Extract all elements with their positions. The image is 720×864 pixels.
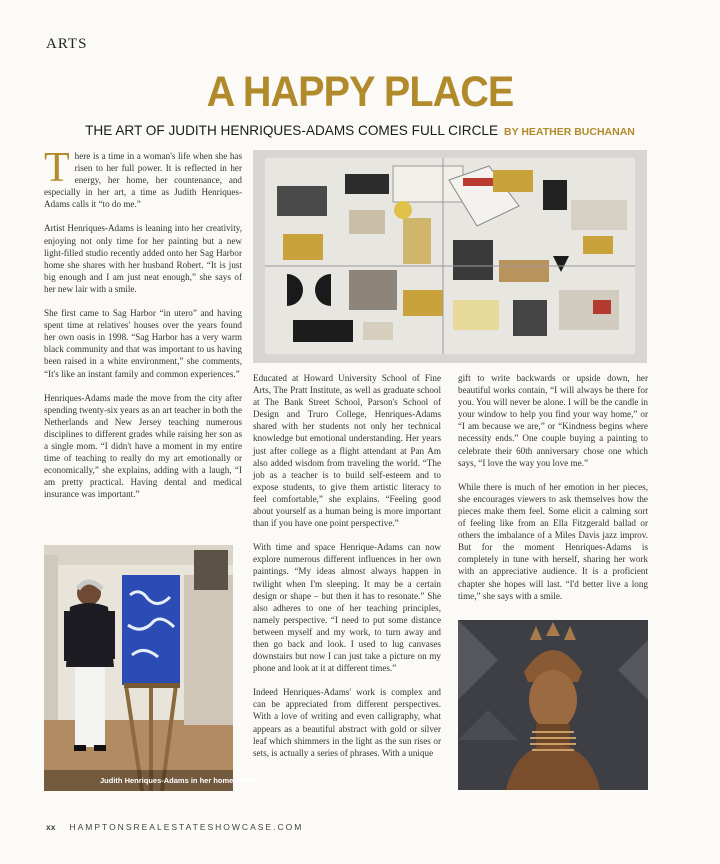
article-column-1 — [44, 145, 242, 512]
drop-cap: T — [44, 145, 70, 191]
paragraph-text: here is a time in a woman's life when she has risen to her full power. It is reflected in her energy, her home, her countenance, and especially in her art, a time as Judith Henriques-Adams calls it “to do me.” — [44, 151, 242, 210]
subheadline — [0, 123, 720, 138]
paragraph: With time and space Henrique-Adams can now explore numerous different influences in her own paintings. “My ideas almost always happen in twilight when I'm sleeping. It may be a certain design or shape – but then it has to resonate.” She also adheres to one of her teaching principles, namely perspective. “I need to put some distance between myself and my work, to turn away and then go back and look. I used to lug canvases downstairs but now I can just take a picture on my phone and look at it at different times.” — [253, 542, 441, 674]
paragraph: She first came to Sag Harbor “in utero” and having spent time at relatives' houses over the years found her own oasis in 1998. “Sag Harbor has a very warm black community and that was important to us having been raised in a white environment,” she comments, “It's like an instant family and common experiences.” — [44, 308, 242, 379]
footer — [46, 822, 303, 832]
article-column-3 — [458, 372, 648, 614]
subhead-text: THE ART OF JUDITH HENRIQUES-ADAMS COMES FULL CIRCLE — [85, 123, 499, 138]
paragraph — [44, 145, 242, 210]
paragraph: Artist Henriques-Adams is leaning into her creativity, enjoying not only time for her painting but a new light-filled studio recently added onto her Sag Harbor home she shares with her husband Robert. “It is just big enough and I am just neat enough,” she says of her new lair with a smile. — [44, 223, 242, 294]
paragraph: Educated at Howard University School of Fine Arts, The Pratt Institute, as well as graduate school at The Bank Street School, Parson's School of Design and Truro College, Henriques-Adams shared with her students not only her technical knowledge but emotional understanding. Her years just after college as a flight attendant at Pan Am also added wisdom from traveling the world. “The job as a teacher is to build self-esteem and to expose students, to give them artistic literacy to feel comfortable,” she explains. “Feeling good about yourself as a human being is more important than if you have one point perspective.” — [253, 373, 441, 529]
article-column-2 — [253, 372, 441, 771]
artist-photo — [44, 545, 233, 791]
paragraph: While there is much of her emotion in her pieces, she encourages viewers to ask themselves how the pieces make them feel. Some elicit a calming sort of feeling like from an Ella Fitzgerald ballad or others the imbalance of a Miles Davis jazz improv. But for the moment Henriques-Adams is completely in tune with herself, sharing her work with an appreciative audience. It is a proficient chapter she hopes will last. “I'd better live a long time,” she says with a smile. — [458, 481, 648, 601]
byline: BY HEATHER BUCHANAN — [504, 126, 635, 138]
paragraph: Indeed Henriques-Adams' work is complex and can be appreciated from different perspectives. With a love of writing and even calligraphy, what appears as a beautiful abstract with gold or silver leaf which shimmers in the light as the sun rises or sets, is actually a series of phrases. With a unique — [253, 687, 441, 758]
photo-caption: Judith Henriques-Adams in her home studio. — [100, 776, 261, 785]
paragraph: gift to write backwards or upside down, her beautiful works contain, “I will always be there for you. You will never be alone. I will be the candle in your window to help you find your way home,” or “I am because we are,” or “Kindness begins where necessity ends.” One couple buying a painting to celebrate their 60th anniversary chose one which says, “I love the way you love me.” — [458, 373, 648, 468]
section-label: ARTS — [46, 36, 88, 52]
paragraph: Henriques-Adams made the move from the city after spending twenty-six years as an art teacher in both the Netherlands and New Jersey teaching numerous disciplines to different grades while raising her son as a single mom. “I didn't have a moment in my entire time of teaching to really do my art emotionally or economically,” she explains, adding with a laugh, “I am pretty practical. Having dental and medical insurance was important.” — [44, 392, 242, 500]
page-number: xx — [46, 822, 56, 832]
headline: A HAPPY PLACE — [206, 68, 514, 116]
abstract-painting-photo — [253, 150, 647, 363]
bust-painting-photo — [458, 620, 648, 790]
footer-site-url: HAMPTONSREALESTATESHOWCASE.COM — [69, 822, 304, 832]
